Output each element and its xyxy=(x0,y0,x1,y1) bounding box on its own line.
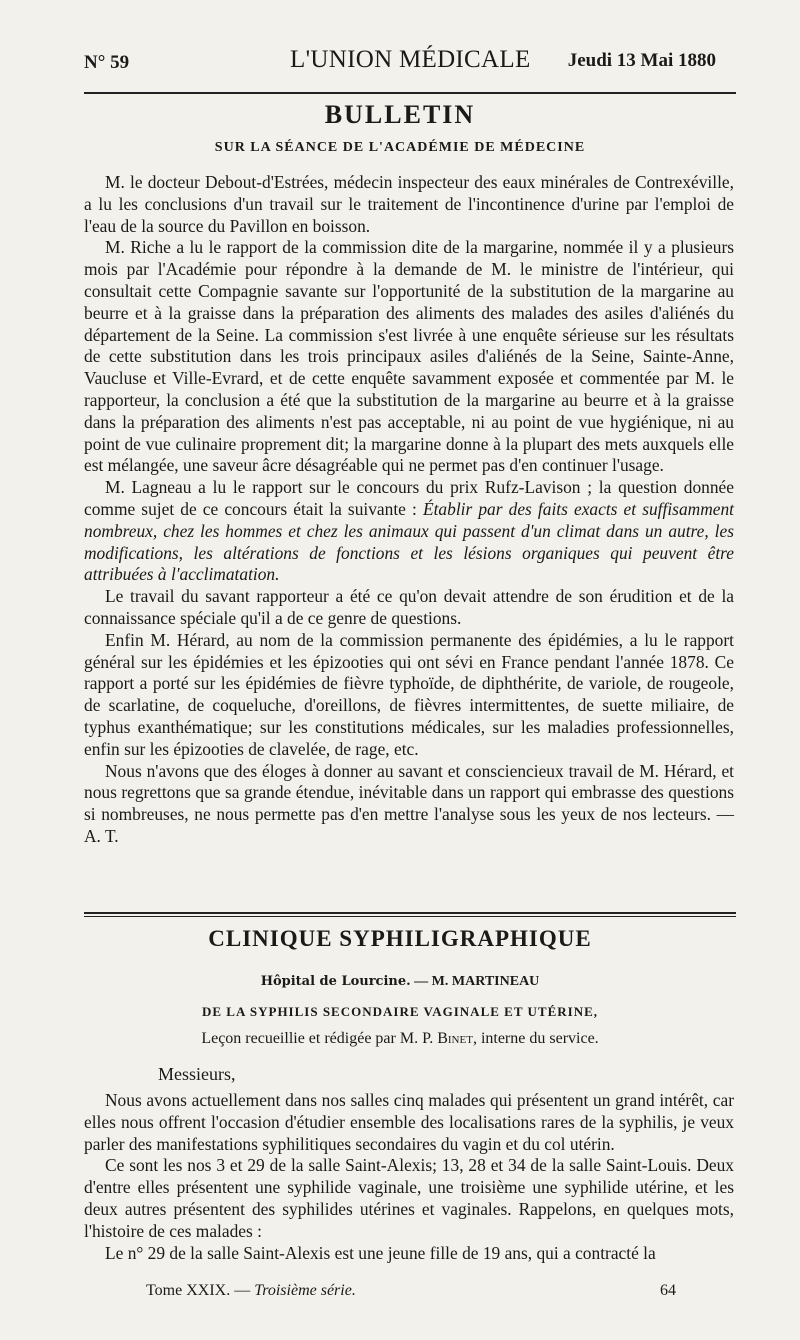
page-header xyxy=(84,46,716,78)
paragraph: M. le docteur Debout-d'Estrées, médecin inspecteur des eaux minérales de Contrexéville, a lu les conclusions d'un travail sur le traitement de l'incontinence d'urine par l'emploi de l'eau de la source du Pavillon en boisson. xyxy=(84,172,734,236)
series-label: Troisième série. xyxy=(254,1282,356,1299)
paragraph-text: M. Lagneau a lu le rapport sur le concours du prix Rufz-Lavison ; la question donnée comme sujet de ce concours était la suivante : xyxy=(84,477,734,519)
lecture-credit-name: Binet xyxy=(437,1030,473,1047)
clinique-subtitle: DE LA SYPHILIS SECONDAIRE VAGINALE ET UTÉRINE, xyxy=(201,1004,599,1019)
clinique-title: CLINIQUE SYPHILIGRAPHIQUE xyxy=(208,926,592,951)
doctor-name: — M. MARTINEAU xyxy=(414,974,540,989)
paragraph: Ce sont les nos 3 et 29 de la salle Saint-Alexis; 13, 28 et 34 de la salle Saint-Louis. Deux d'entre elles présentent une syphilide vaginale, une troisième une syphilide utérine, et les deux autres présentent des syphilides utérines et vaginales. Rappelons, en quelques mots, l'histoire de ces malades : xyxy=(84,1155,734,1241)
issue-date: Jeudi 13 Mai 1880 xyxy=(567,50,716,71)
paragraph: Enfin M. Hérard, au nom de la commission permanente des épidémies, a lu le rapport général sur les épidémies et les épizooties qui ont sévi en France pendant l'année 1878. Ce rapport a porté sur les épidémies de fièvre typhoïde, de diphthérite, de variole, de rougeole, de scarlatine, de coqueluche, d'oreillons, de fièvres intermittentes, de suette miliaire, de typhus exanthématique; sur les constitutions médicales, sur les maladies professionnelles, enfin sur les épizooties de clavelée, de rage, etc. xyxy=(84,629,734,759)
lecture-credit-prefix: Leçon recueillie et rédigée par M. P. xyxy=(201,1030,434,1047)
paragraph: Le n° 29 de la salle Saint-Alexis est une jeune fille de 19 ans, qui a contracté la xyxy=(105,1242,656,1263)
paragraph xyxy=(84,477,734,586)
issue-number: N° 59 xyxy=(84,52,130,73)
paragraph: Nous avons actuellement dans nos salles cinq malades qui présentent un grand intérêt, car elles nous offrent l'occasion d'étudier ensemble des localisations rares de la syphilis, je veux parler des manifestations syphilitiques secondaires du vagin et du col utérin. xyxy=(84,1090,734,1154)
section-rule xyxy=(84,912,736,914)
page-footer xyxy=(146,1282,356,1300)
hospital-name: Hôpital de Lourcine. xyxy=(260,974,411,989)
bulletin-title: BULLETIN xyxy=(324,100,476,129)
section-rule-thin xyxy=(84,916,736,917)
paragraph: M. Riche a lu le rapport de la commission dite de la margarine, nommée il y a plusieurs mois par l'Académie pour répondre à la demande de M. le ministre de l'intérieur, qui consultait cette Compagnie savante sur l'opportunité de la substitution de la margarine au beurre et à la graisse dans la préparation des aliments des malades des asiles d'aliénés du département de la Seine. La commission s'est livrée à une enquête sérieuse sur les résultats de cette substitution dans les trois principaux asiles d'aliénés de la Seine, Sainte-Anne, Vaucluse et Ville-Evrard, et de cette enquête savamment exposée et commentée par M. le rapporteur, la conclusion a été que la substitution de la margarine au beurre et à la graisse dans la préparation des aliments n'est pas acceptable, ni au point de vue hygiénique, ni au point de vue culinaire proprement dit; la margarine donne à la plupart des mets auxquels elle est mélangée, une saveur âcre désagréable qui ne permet pas d'en continuer l'usage. xyxy=(84,237,734,476)
volume-label: Tome XXIX. — xyxy=(146,1282,251,1299)
bulletin-subtitle: SUR LA SÉANCE DE L'ACADÉMIE DE MÉDECINE xyxy=(214,140,586,155)
competition-question: Établir par des faits exacts et suffisamment nombreux, chez les hommes et chez les animaux qui passent d'un climat dans un autre, les modifications, les altérations de fonctions et les lésions organiques qui peuvent être attribuées à l'acclimatation. xyxy=(84,498,735,585)
paragraph: Nous n'avons que des éloges à donner au savant et consciencieux travail de M. Hérard, et nous regrettons que sa grande étendue, inévitable dans un rapport qui embrasse des questions si nombreuses, ne nous permette pas d'en mettre l'analyse sous les yeux de nos lecteurs. — A. T. xyxy=(84,760,734,846)
page-number: 64 xyxy=(660,1282,676,1299)
lecture-credit xyxy=(0,1030,800,1048)
header-rule xyxy=(84,92,736,94)
clinique-body xyxy=(84,1090,734,1264)
hospital-line xyxy=(0,974,800,990)
salutation: Messieurs, xyxy=(158,1064,236,1084)
bulletin-body xyxy=(84,172,734,848)
paragraph: Le travail du savant rapporteur a été ce qu'on devait attendre de son érudition et de la connaissance spéciale qu'il a de ce genre de questions. xyxy=(84,586,734,628)
journal-title: L'UNION MÉDICALE xyxy=(290,46,531,73)
lecture-credit-suffix: , interne du service. xyxy=(472,1030,599,1047)
